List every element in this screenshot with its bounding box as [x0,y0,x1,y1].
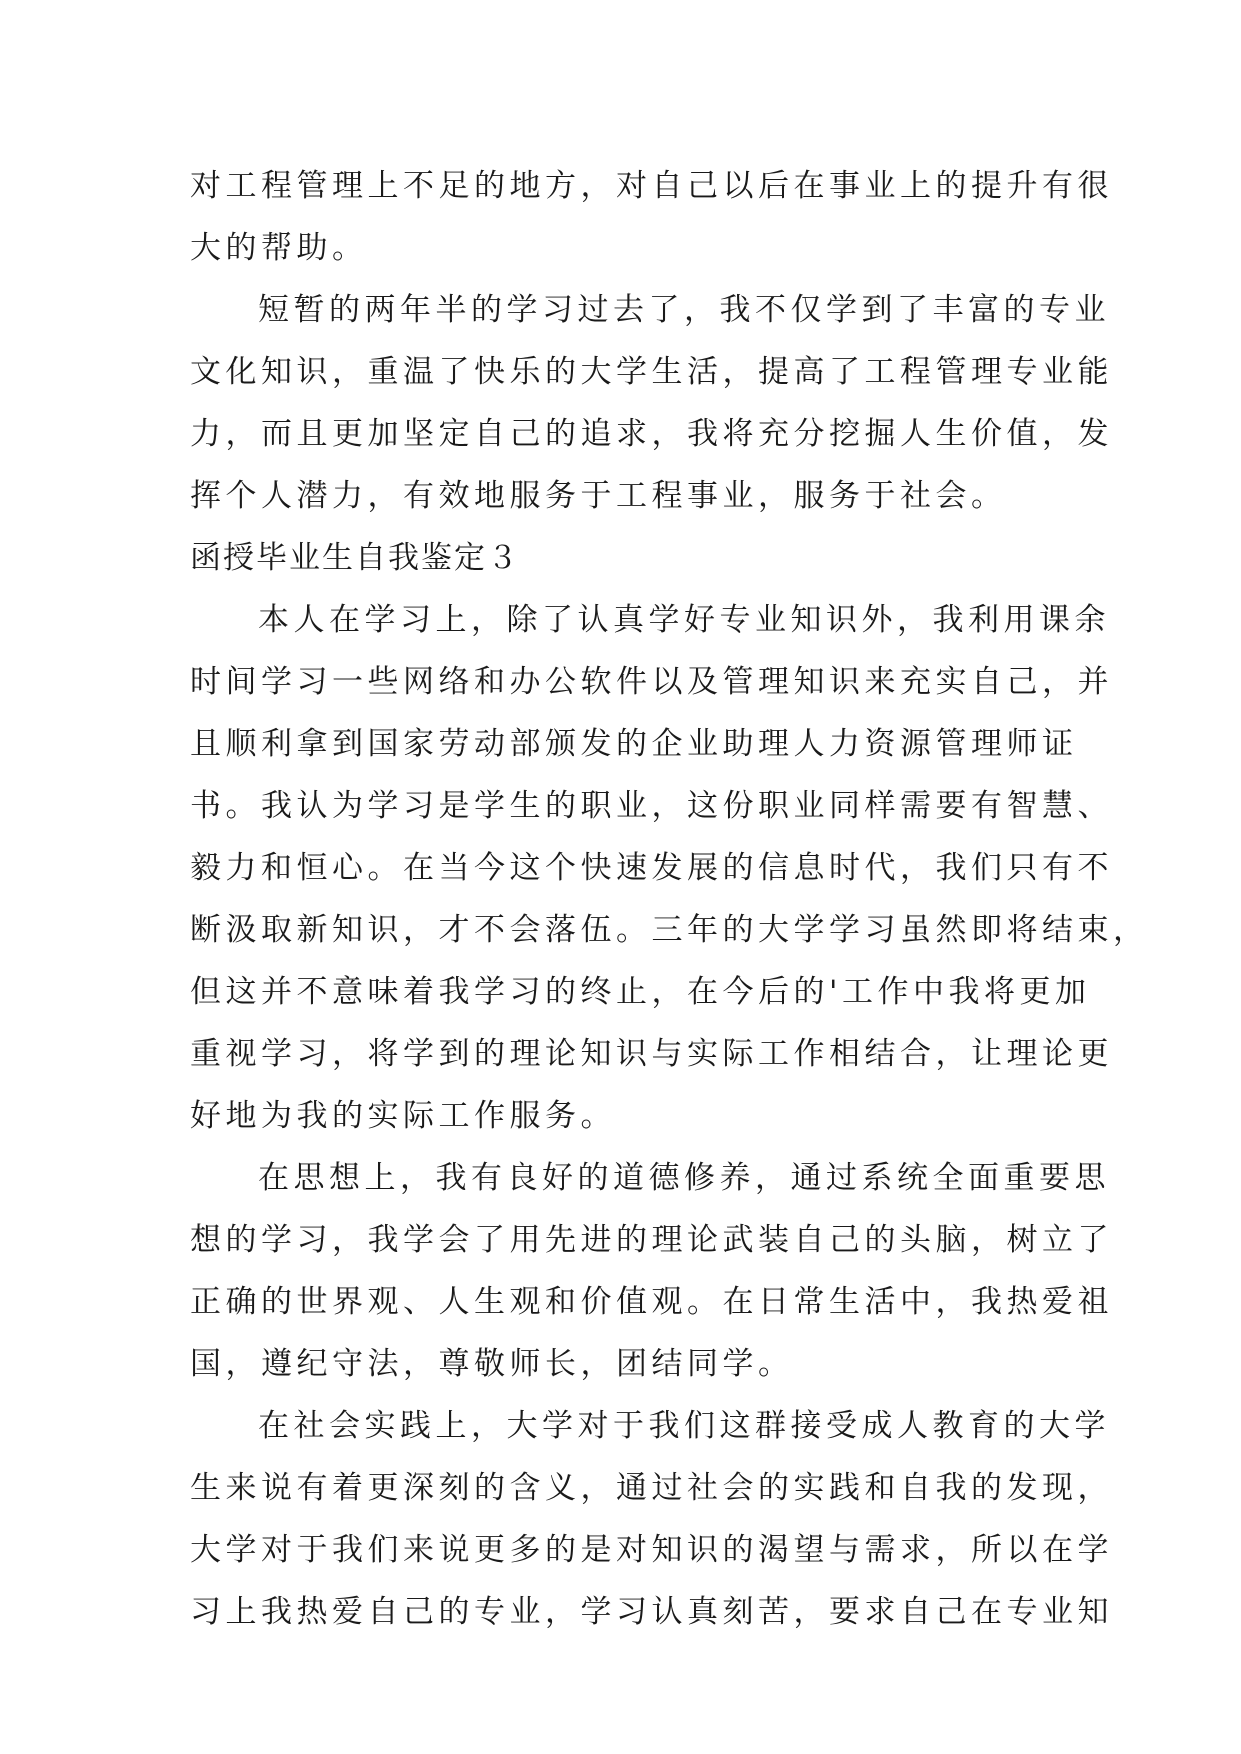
text-line: 重视学习，将学到的理论知识与实际工作相结合，让理论更 [190,1036,1113,1072]
text-line: 断汲取新知识，才不会落伍。三年的大学学习虽然即将结束， [190,912,1149,948]
text-line: 大的帮助。 [190,230,368,266]
text-line: 好地为我的实际工作服务。 [190,1098,616,1134]
text-line: 但这并不意味着我学习的终止，在今后的'工作中我将更加 [190,974,1091,1010]
text-line: 正确的世界观、人生观和价值观。在日常生活中，我热爱祖 [190,1284,1113,1320]
paragraph-start: 在社会实践上，大学对于我们这群接受成人教育的大学 [258,1408,1110,1444]
text-line: 毅力和恒心。在当今这个快速发展的信息时代，我们只有不 [190,850,1113,886]
document-body [190,155,1149,1643]
paragraph-start: 在思想上，我有良好的道德修养，通过系统全面重要思 [258,1160,1110,1196]
text-line: 书。我认为学习是学生的职业，这份职业同样需要有智慧、 [190,788,1113,824]
paragraph-start: 短暂的两年半的学习过去了，我不仅学到了丰富的专业 [258,292,1110,328]
section-heading: 函授毕业生自我鉴定３ [190,540,520,576]
text-line: 且顺利拿到国家劳动部颁发的企业助理人力资源管理师证 [190,726,1078,762]
text-line: 国，遵纪守法，尊敬师长，团结同学。 [190,1346,794,1382]
text-line: 生来说有着更深刻的含义，通过社会的实践和自我的发现， [190,1470,1113,1506]
text-line: 时间学习一些网络和办公软件以及管理知识来充实自己，并 [190,664,1113,700]
text-line: 大学对于我们来说更多的是对知识的渴望与需求，所以在学 [190,1532,1113,1568]
text-line: 对工程管理上不足的地方，对自己以后在事业上的提升有很 [190,168,1113,204]
text-line: 想的学习，我学会了用先进的理论武装自己的头脑，树立了 [190,1222,1113,1258]
text-line: 力，而且更加坚定自己的追求，我将充分挖掘人生价值，发 [190,416,1113,452]
text-line: 挥个人潜力，有效地服务于工程事业，服务于社会。 [190,478,1007,514]
text-line: 文化知识，重温了快乐的大学生活，提高了工程管理专业能 [190,354,1113,390]
text-line: 习上我热爱自己的专业，学习认真刻苦，要求自己在专业知 [190,1594,1113,1630]
paragraph-start: 本人在学习上，除了认真学好专业知识外，我利用课余 [258,602,1110,638]
